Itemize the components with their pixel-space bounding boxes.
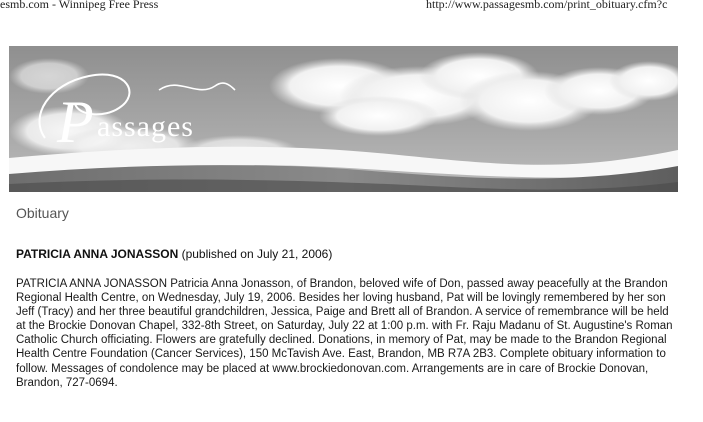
print-header xyxy=(0,0,703,14)
published-date: (published on July 21, 2006) xyxy=(181,247,333,261)
logo-initial: P xyxy=(57,89,94,155)
logo-word: assages xyxy=(97,110,194,143)
print-header-url: http://www.passagesmb.com/print_obituary.cfm?c xyxy=(426,0,668,11)
obituary-headline xyxy=(16,247,332,261)
deceased-name: PATRICIA ANNA JONASSON xyxy=(16,247,179,261)
passages-banner xyxy=(9,46,678,192)
print-header-source: esmb.com - Winnipeg Free Press xyxy=(0,0,159,11)
section-title: Obituary xyxy=(16,205,69,221)
obituary-body: PATRICIA ANNA JONASSON Patricia Anna Jonasson, of Brandon, beloved wife of Don, passed away peacefully at the Brandon Regional Health Centre, on Wednesday, July 19, 2006. Besides her loving husband, Pat will be lovingly remembered by her son Jeff (Tracy) and her three beautiful grandchildren, Jessica, Paige and Brett all of Brandon. A service of remembrance will be held at the Brockie Donovan Chapel, 332-8th Street, on Saturday, July 22 at 1:00 p.m. with Fr. Raju Madanu of St. Augustine's Roman Catholic Church officiating. Flowers are gratefully declined. Donations, in memory of Pat, may be made to the Brandon Regional Health Centre Foundation (Cancer Services), 150 McTavish Ave. East, Brandon, MB R7A 2B3. Complete obituary information to follow. Messages of condolence may be placed at www.brockiedonovan.com. Arrangements are in care of Brockie Donovan, Brandon, 727-0694. xyxy=(16,278,673,389)
banner-graphic xyxy=(9,46,678,192)
